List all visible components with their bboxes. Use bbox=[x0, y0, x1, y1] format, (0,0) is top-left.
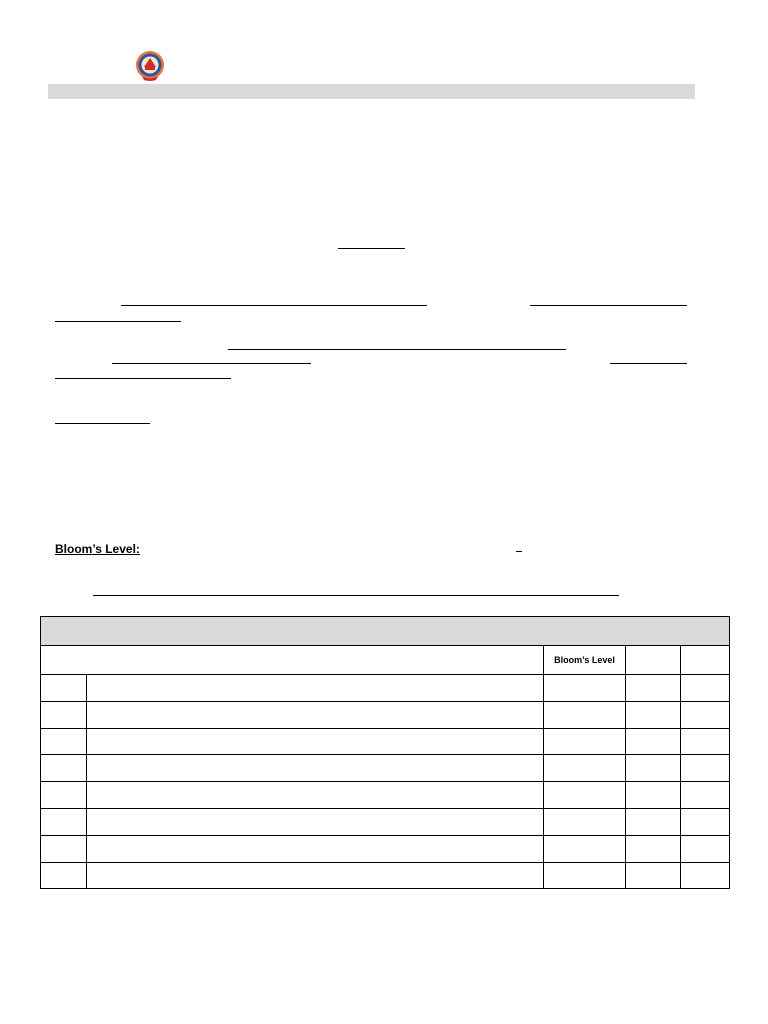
field-blank-line-1b[interactable] bbox=[530, 305, 687, 306]
co-cell[interactable] bbox=[626, 835, 681, 862]
co-cell[interactable] bbox=[626, 862, 681, 889]
question-table-wrap bbox=[40, 616, 730, 889]
field-blank-line-2c[interactable] bbox=[610, 363, 687, 364]
marks-column-header bbox=[681, 646, 730, 675]
marks-cell[interactable] bbox=[681, 755, 730, 782]
question-number-cell[interactable] bbox=[41, 675, 87, 702]
seal-emblem-base bbox=[145, 67, 155, 70]
question-text-cell[interactable] bbox=[87, 862, 544, 889]
blooms-level-cell[interactable] bbox=[544, 862, 626, 889]
table-row bbox=[41, 862, 730, 889]
marks-cell[interactable] bbox=[681, 675, 730, 702]
co-cell[interactable] bbox=[626, 728, 681, 755]
table-row bbox=[41, 808, 730, 835]
question-text-cell[interactable] bbox=[87, 675, 544, 702]
institution-seal-icon bbox=[133, 50, 167, 82]
institution-logo bbox=[133, 50, 167, 82]
question-text-cell[interactable] bbox=[87, 728, 544, 755]
section-heading-underline bbox=[55, 423, 150, 424]
blooms-level-column-header: Bloom’s Level bbox=[544, 646, 626, 675]
question-number-cell[interactable] bbox=[41, 755, 87, 782]
marks-cell[interactable] bbox=[681, 862, 730, 889]
field-blank-line-1a[interactable] bbox=[121, 305, 427, 306]
blooms-level-label: Bloom’s Level: bbox=[55, 542, 140, 556]
table-header-band-cell bbox=[41, 617, 730, 646]
question-number-cell[interactable] bbox=[41, 701, 87, 728]
table-row bbox=[41, 835, 730, 862]
co-cell[interactable] bbox=[626, 701, 681, 728]
question-text-cell[interactable] bbox=[87, 808, 544, 835]
field-blank-line-2a[interactable] bbox=[228, 349, 566, 350]
table-row bbox=[41, 675, 730, 702]
question-number-cell[interactable] bbox=[41, 862, 87, 889]
blooms-level-cell[interactable] bbox=[544, 782, 626, 809]
table-header-band bbox=[41, 617, 730, 646]
field-blank-line-2b[interactable] bbox=[112, 363, 311, 364]
marks-cell[interactable] bbox=[681, 782, 730, 809]
question-text-cell[interactable] bbox=[87, 755, 544, 782]
co-cell[interactable] bbox=[626, 782, 681, 809]
question-text-cell[interactable] bbox=[87, 782, 544, 809]
field-blank-line-1c[interactable] bbox=[55, 321, 181, 322]
blooms-level-cell[interactable] bbox=[544, 808, 626, 835]
blooms-level-cell[interactable] bbox=[544, 835, 626, 862]
question-number-cell[interactable] bbox=[41, 782, 87, 809]
co-cell[interactable] bbox=[626, 675, 681, 702]
header-band bbox=[48, 84, 695, 99]
question-number-cell[interactable] bbox=[41, 808, 87, 835]
question-text-cell[interactable] bbox=[87, 701, 544, 728]
marks-cell[interactable] bbox=[681, 701, 730, 728]
question-text-cell[interactable] bbox=[87, 835, 544, 862]
marks-cell[interactable] bbox=[681, 835, 730, 862]
blooms-level-cell[interactable] bbox=[544, 701, 626, 728]
question-table bbox=[40, 616, 730, 889]
co-cell[interactable] bbox=[626, 755, 681, 782]
part-heading-underline bbox=[93, 595, 619, 596]
blooms-level-cell[interactable] bbox=[544, 728, 626, 755]
co-column-header bbox=[626, 646, 681, 675]
table-row bbox=[41, 755, 730, 782]
blooms-level-cell[interactable] bbox=[544, 755, 626, 782]
field-blank-line-2d[interactable] bbox=[55, 378, 231, 379]
title-underline bbox=[338, 248, 405, 249]
marks-cell[interactable] bbox=[681, 728, 730, 755]
blooms-level-blank[interactable] bbox=[516, 551, 522, 552]
table-row bbox=[41, 728, 730, 755]
question-number-cell[interactable] bbox=[41, 835, 87, 862]
marks-cell[interactable] bbox=[681, 808, 730, 835]
co-cell[interactable] bbox=[626, 808, 681, 835]
table-column-header-row bbox=[41, 646, 730, 675]
question-number-cell[interactable] bbox=[41, 728, 87, 755]
blooms-level-cell[interactable] bbox=[544, 675, 626, 702]
table-row bbox=[41, 701, 730, 728]
table-row bbox=[41, 782, 730, 809]
question-column-header bbox=[41, 646, 544, 675]
